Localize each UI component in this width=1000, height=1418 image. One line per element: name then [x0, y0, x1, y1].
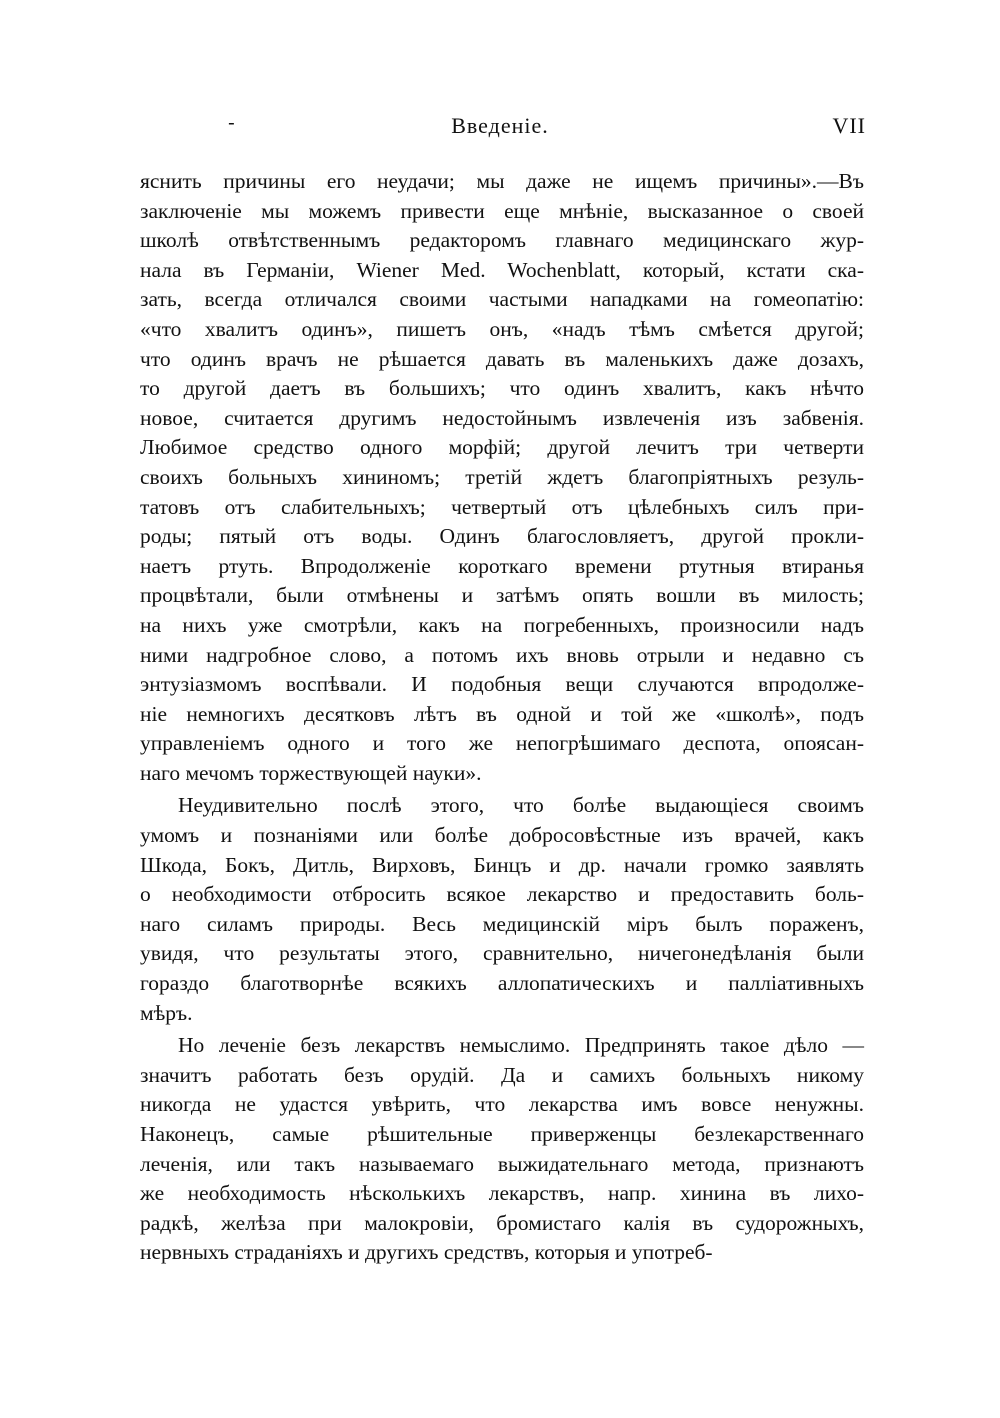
text-line: ними надгробное слово, а потомъ ихъ вновь отрыли и недавно съ — [140, 642, 864, 667]
text-line: Любимое средство одного морфій; другой лечитъ три четверти — [140, 435, 864, 460]
text-line: Наконецъ, самые рѣшительные приверженцы безлекарственнаго — [140, 1122, 864, 1146]
text-line: Неудивительно послѣ этого, что болѣе выдающіеся своимъ — [178, 793, 864, 818]
text-line: энтузіазмомъ воспѣвали. И подобныя вещи случаются впродолже- — [140, 672, 864, 697]
text-line: управленіемъ одного и того же непогрѣшимаго деспота, опоясан- — [140, 731, 864, 756]
printer-mark: - — [228, 110, 235, 134]
text-line: нервныхъ страданіяхъ и другихъ средствъ, которыя и употреб- — [140, 1240, 713, 1265]
paragraph — [140, 167, 864, 788]
text-line: мѣръ. — [140, 1000, 193, 1025]
text-line: радкѣ, желѣза при малокровіи, бромистаго калія въ судорожныхъ, — [140, 1210, 864, 1235]
text-line: никогда не удастся увѣрить, что лекарства имъ вовсе ненужны. — [140, 1092, 864, 1117]
text-line: умомъ и познаніями или болѣе добросовѣстные изъ врачей, какъ — [140, 823, 864, 848]
text-line: Но леченіе безъ лекарствъ немыслимо. Предпринять такое дѣло — — [178, 1033, 864, 1058]
text-line: на нихъ уже смотрѣли, какъ на погребенныхъ, произносили надъ — [140, 612, 864, 637]
text-line: своихъ больныхъ хининомъ; третій ждетъ благопріятныхъ резуль- — [140, 464, 864, 489]
text-line: «что хвалитъ одинъ», пишетъ онъ, «надъ тѣмъ смѣется другой; — [140, 316, 864, 341]
text-line: заключеніе мы можемъ привести еще мнѣніе, высказанное о своей — [140, 198, 864, 223]
text-line: Шкода, Бокъ, Дитль, Вирховъ, Бинцъ и др. начали громко заявлять — [140, 852, 864, 877]
text-line: ніе немногихъ десятковъ лѣтъ въ одной и той же «школѣ», подъ — [140, 701, 864, 726]
text-line: что одинъ врачъ не рѣшается давать въ маленькихъ даже дозахъ, — [140, 346, 864, 371]
paragraph — [140, 791, 864, 1028]
text-line: значитъ работать безъ орудій. Да и самихъ больныхъ никому — [140, 1062, 864, 1087]
text-line: наго силамъ природы. Весь медицинскій міръ былъ пораженъ, — [140, 911, 864, 936]
text-line: то другой даетъ въ большихъ; что одинъ хвалитъ, какъ нѣчто — [140, 376, 864, 401]
text-line: процвѣтали, были отмѣнены и затѣмъ опять вошли въ милость; — [140, 583, 864, 608]
text-line: о необходимости отбросить всякое лекарство и предоставить боль- — [140, 882, 864, 907]
text-line: же необходимость нѣсколькихъ лекарствъ, напр. хинина въ лихо- — [140, 1181, 864, 1206]
body-text — [140, 167, 864, 1268]
text-line: наетъ ртуть. Впродолженіе короткаго времени ртутныя втиранья — [140, 553, 864, 578]
text-line: гораздо благотворнѣе всякихъ аллопатическихъ и палліативныхъ — [140, 971, 864, 996]
paragraph — [140, 1031, 864, 1268]
text-line: наго мечомъ торжествующей науки». — [140, 760, 482, 785]
text-line: зать, всегда отличался своими частыми нападками на гомеопатію: — [140, 287, 864, 312]
text-line: новое, считается другимъ недостойнымъ извлеченія изъ забвенія. — [140, 405, 864, 430]
text-line: роды; пятый отъ воды. Одинъ благословляетъ, другой прокли- — [140, 524, 864, 549]
text-line: леченія, или такъ называемаго выжидательнаго метода, признаютъ — [140, 1151, 864, 1176]
page-number: VII — [832, 113, 866, 138]
text-line: увидя, что результаты этого, сравнительно, ничегонедѣланія были — [140, 941, 864, 966]
text-line: школѣ отвѣтственнымъ редакторомъ главнаго медицинскаго жур- — [140, 228, 864, 253]
text-line: татовъ отъ слабительныхъ; четвертый отъ цѣлебныхъ силъ при- — [140, 494, 864, 519]
text-line: нала въ Германіи, Wiener Med. Wochenblatt, который, кстати ска- — [140, 257, 864, 282]
running-head-title: Введеніе. — [451, 113, 549, 138]
text-line: яснить причины его неудачи; мы даже не ищемъ причины».—Въ — [140, 169, 864, 193]
